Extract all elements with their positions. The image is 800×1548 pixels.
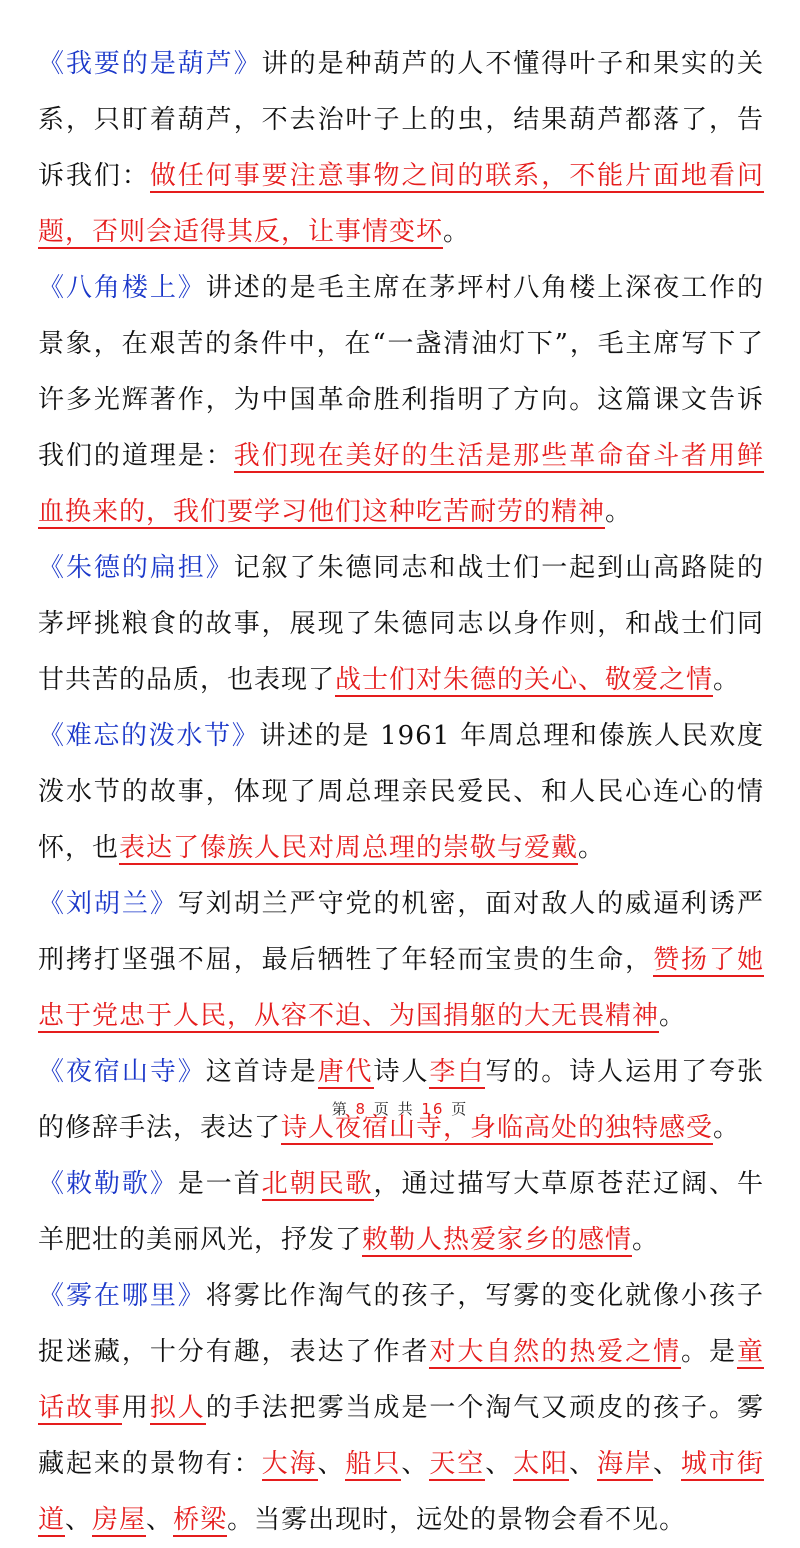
highlighted-text: 大海 [261, 1449, 318, 1479]
highlighted-text: 桥梁 [173, 1505, 228, 1535]
body-text: 写的。诗人运用了夸张的修辞手法，表达了 [38, 1057, 764, 1143]
highlighted-text: 李白 [429, 1057, 486, 1087]
body-text: 、 [317, 1449, 346, 1479]
highlighted-text: 北朝民歌 [261, 1169, 374, 1199]
paragraph [38, 1268, 764, 1548]
body-text: 。是 [681, 1337, 737, 1367]
highlighted-text: 做任何事要注意事物之间的联系，不能片面地看问题，否则会适得其反，让事情变坏 [38, 161, 764, 247]
lesson-title: 《雾在哪里》 [38, 1281, 206, 1311]
body-text: 。 [659, 1001, 687, 1031]
body-text: 这首诗是 [205, 1057, 318, 1087]
body-text: 是一首 [177, 1169, 262, 1199]
body-text: 讲述的是毛主席在茅坪村八角楼上深夜工作的景象，在艰苦的条件中，在“一盏清油灯下”，毛主席写下了许多光辉著作，为中国革命胜利指明了方向。这篇课文告诉我们的道理是： [38, 273, 764, 471]
body-text: 记叙了朱德同志和战士们一起到山高路陡的茅坪挑粮食的故事，展现了朱德同志以身作则，和战士们同甘共苦的品质，也表现了 [38, 553, 764, 695]
highlighted-text: 房屋 [92, 1505, 147, 1535]
paragraph [38, 1156, 764, 1268]
highlighted-text: 诗人夜宿山寺，身临高处的独特感受 [281, 1113, 714, 1143]
body-text: 将雾比作淘气的孩子，写雾的变化就像小孩子捉迷藏，十分有趣，表达了作者 [38, 1281, 764, 1367]
body-text: 讲述的是 1961 年周总理和傣族人民欢度泼水节的故事，体现了周总理亲民爱民、和人民心连心的情怀，也 [38, 721, 764, 863]
highlighted-text: 海岸 [597, 1449, 653, 1479]
highlighted-text: 太阳 [513, 1449, 570, 1479]
body-text: ，通过描写大草原苍茫辽阔、牛羊肥壮的美丽风光，抒发了 [38, 1169, 764, 1255]
body-text: 、 [485, 1449, 514, 1479]
highlighted-text: 城市街道 [38, 1449, 764, 1535]
highlighted-text: 战士们对朱德的关心、敬爱之情 [335, 665, 714, 695]
paragraph [38, 876, 764, 1044]
lesson-title: 《我要的是葫芦》 [38, 49, 262, 79]
body-text: 。 [443, 217, 471, 247]
body-text: 。当雾出现时，远处的景物会看不见。 [227, 1505, 687, 1535]
paragraph [38, 708, 764, 876]
body-text: 用 [121, 1393, 150, 1423]
lesson-title: 《夜宿山寺》 [38, 1057, 206, 1087]
body-text: 、 [65, 1505, 93, 1535]
body-text: 、 [146, 1505, 174, 1535]
highlighted-text: 唐代 [317, 1057, 374, 1087]
paragraph [38, 540, 764, 708]
lesson-title: 《八角楼上》 [38, 273, 206, 303]
paragraph [38, 260, 764, 540]
body-text: 讲的是种葫芦的人不懂得叶子和果实的关系，只盯着葫芦，不去治叶子上的虫，结果葫芦都落了，告诉我们： [38, 49, 764, 191]
body-text: 、 [652, 1449, 681, 1479]
page-footer [0, 1098, 800, 1119]
body-text: 、 [569, 1449, 598, 1479]
document-body [38, 36, 764, 1548]
body-text: 。 [713, 665, 741, 695]
highlighted-text: 童话故事 [38, 1337, 764, 1423]
total-page-count: 16 [421, 1100, 445, 1118]
body-text: 的手法把雾当成是一个淘气又顽皮的孩子。雾藏起来的景物有： [38, 1393, 764, 1479]
highlighted-text: 赞扬了她忠于党忠于人民，从容不迫、为国捐躯的大无畏精神 [38, 945, 764, 1031]
footer-suffix: 页 [451, 1100, 469, 1118]
highlighted-text: 我们现在美好的生活是那些革命奋斗者用鲜血换来的，我们要学习他们这种吃苦耐劳的精神 [38, 441, 764, 527]
lesson-title: 《敕勒歌》 [38, 1169, 178, 1199]
highlighted-text: 天空 [429, 1449, 486, 1479]
body-text: 。 [632, 1225, 660, 1255]
paragraph [38, 36, 764, 260]
body-text: 。 [605, 497, 633, 527]
highlighted-text: 船只 [345, 1449, 402, 1479]
lesson-title: 《刘胡兰》 [38, 889, 178, 919]
body-text: 写刘胡兰严守党的机密，面对敌人的威逼利诱严刑拷打坚强不屈，最后牺牲了年轻而宝贵的生命， [38, 889, 764, 975]
lesson-title: 《难忘的泼水节》 [38, 721, 260, 751]
footer-middle: 页 共 [373, 1100, 415, 1118]
lesson-title: 《朱德的扁担》 [38, 553, 234, 583]
highlighted-text: 对大自然的热爱之情 [429, 1337, 682, 1367]
body-text: 诗人 [373, 1057, 430, 1087]
body-text: 。 [713, 1113, 741, 1143]
current-page-number: 8 [355, 1100, 368, 1118]
body-text: 。 [578, 833, 606, 863]
footer-prefix: 第 [331, 1100, 349, 1118]
body-text: 、 [401, 1449, 430, 1479]
highlighted-text: 敕勒人热爱家乡的感情 [362, 1225, 633, 1255]
highlighted-text: 表达了傣族人民对周总理的崇敬与爱戴 [119, 833, 579, 863]
highlighted-text: 拟人 [149, 1393, 206, 1423]
